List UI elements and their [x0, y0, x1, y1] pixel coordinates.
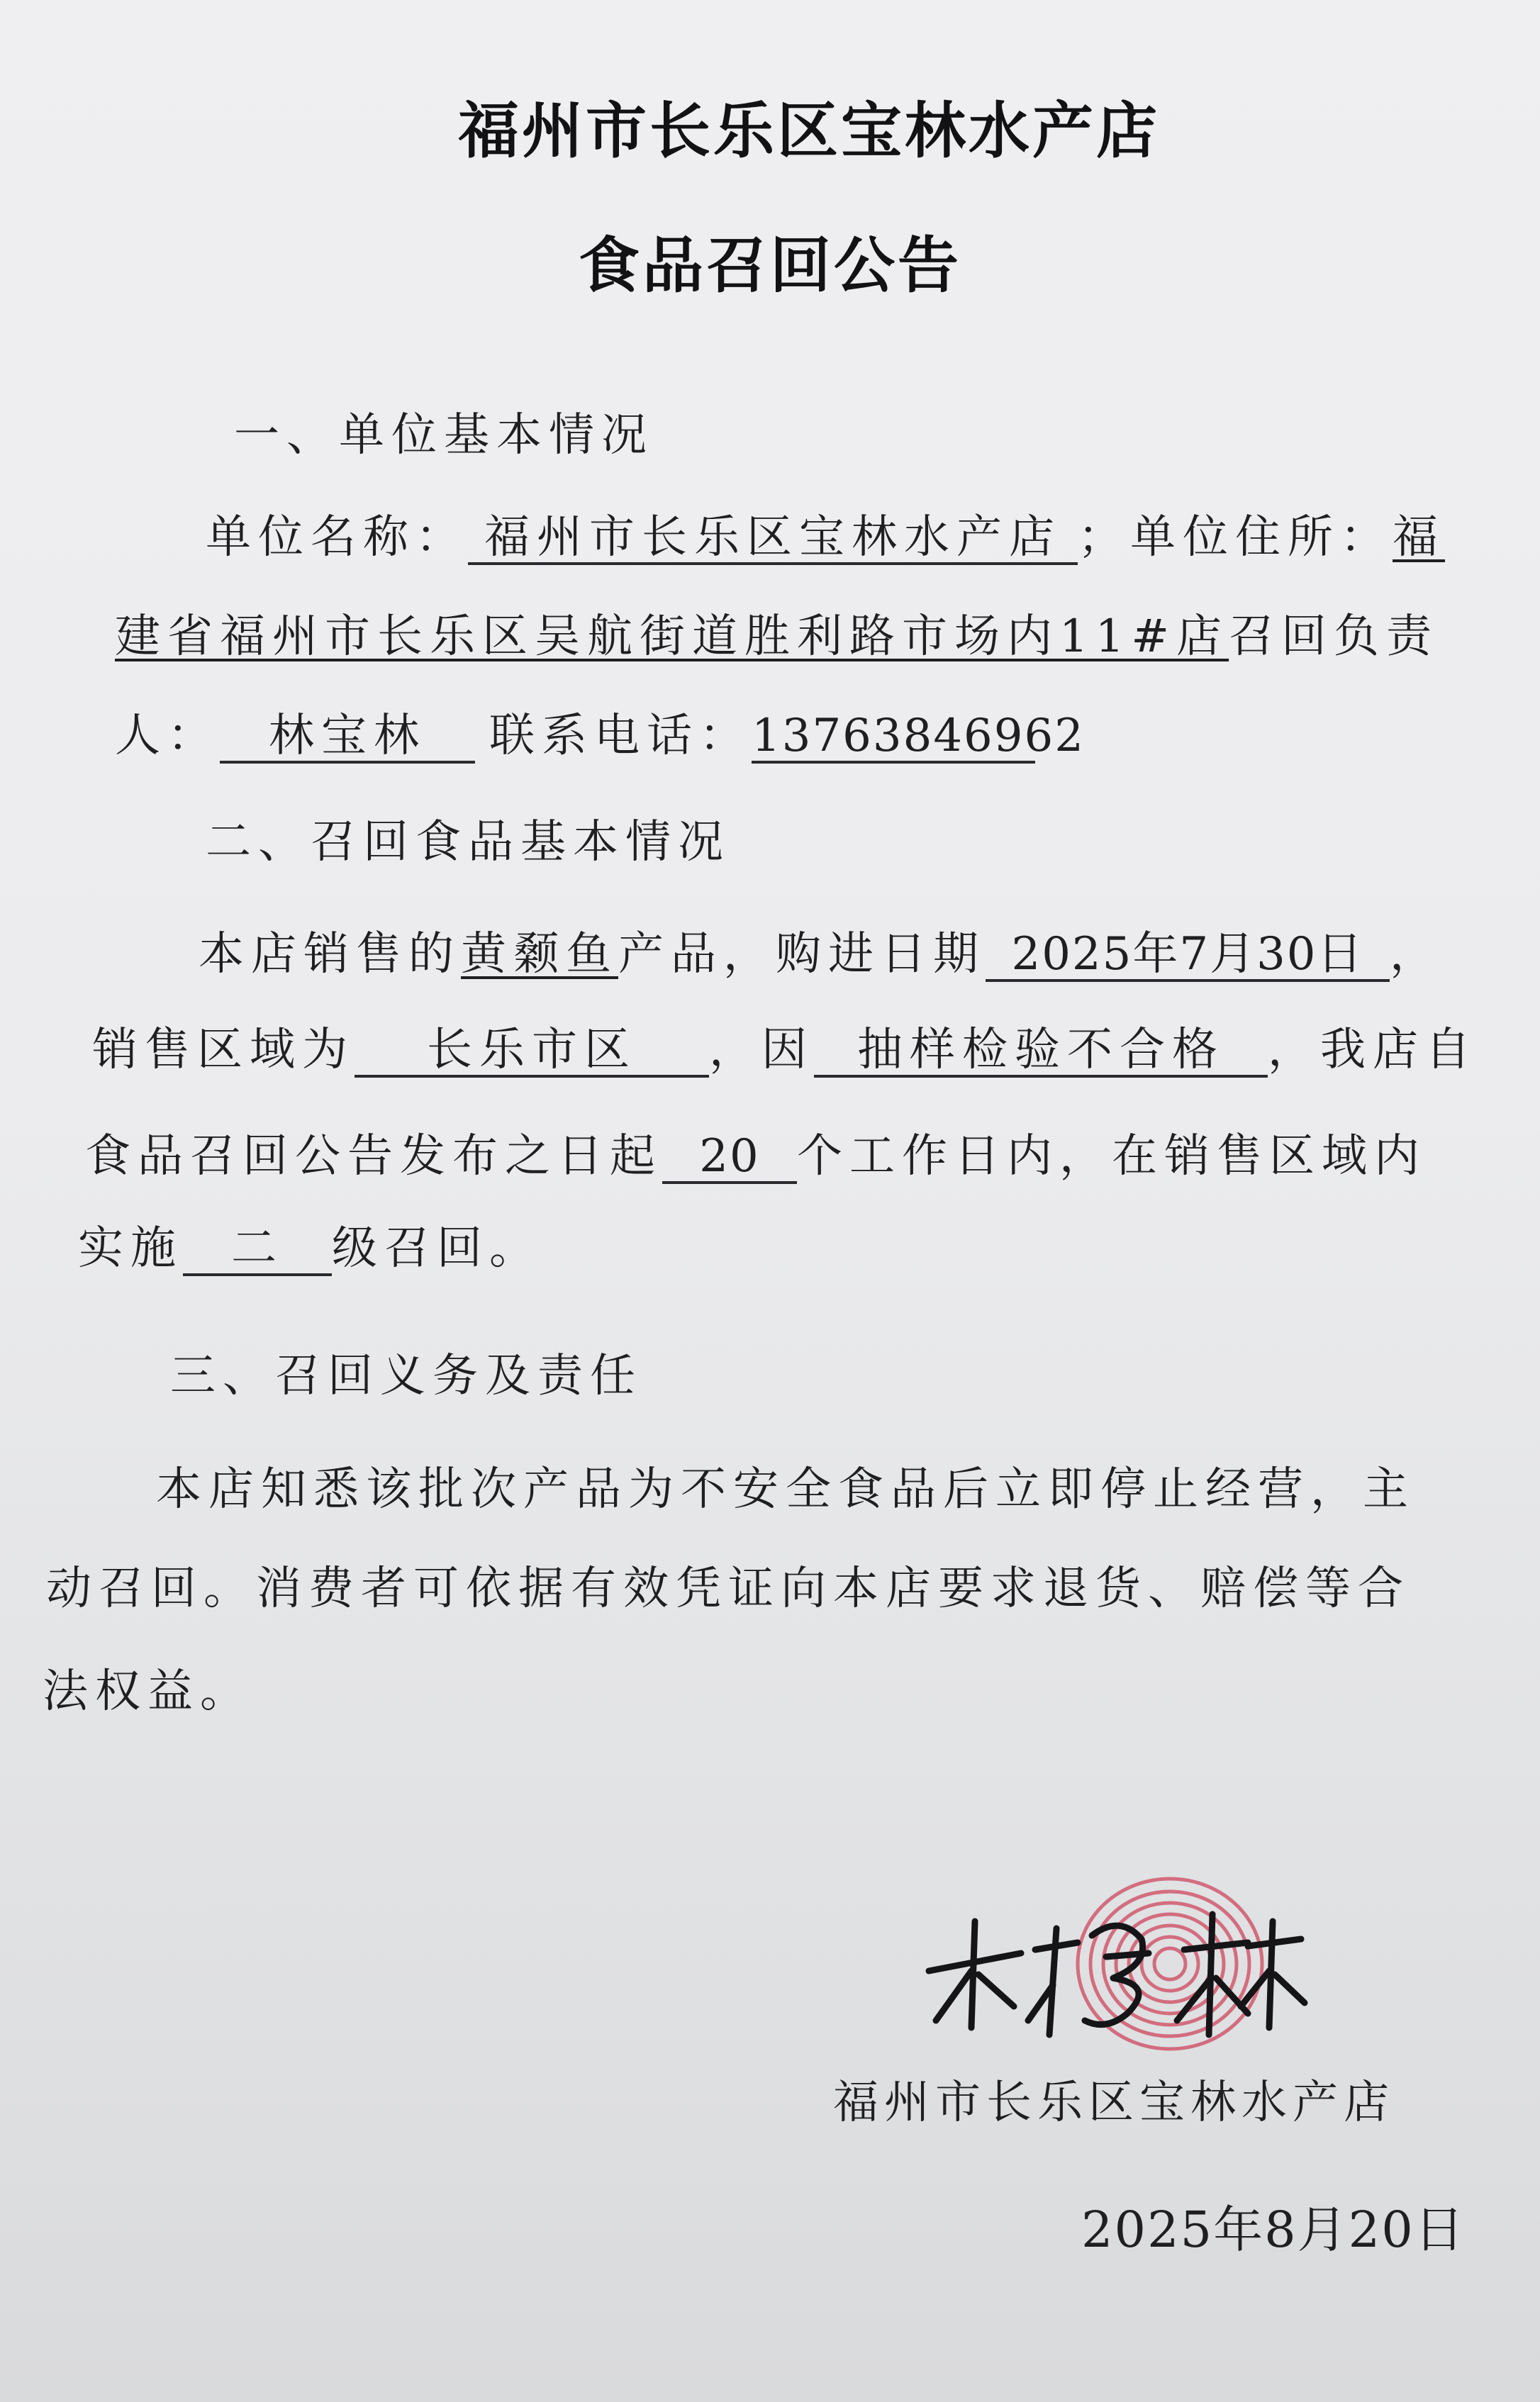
- unit-address-label: ；单位住所：: [1078, 511, 1393, 564]
- text-sales-area-label: 销售区域为: [92, 1024, 355, 1076]
- text-working-days: 个工作日内，在销售区域内: [797, 1130, 1427, 1183]
- section2-line4: [78, 1223, 542, 1276]
- section1-heading: 一、单位基本情况: [234, 409, 654, 462]
- phone-label: 联系电话：: [489, 710, 752, 762]
- unit-name-value: 福州市长乐区宝林水产店: [468, 513, 1078, 565]
- product-name: 黄颡鱼: [461, 928, 618, 981]
- unit-name-label: 单位名称：: [206, 511, 468, 564]
- title-company: 福州市长乐区宝林水产店: [458, 96, 1160, 167]
- footer-date: 2025年8月20日: [1081, 2201, 1466, 2259]
- section2-line2: [92, 1024, 1478, 1078]
- text-implement: 实施: [78, 1222, 183, 1275]
- section3-line2: 动召回。消费者可依据有效凭证向本店要求退货、赔偿等合: [46, 1563, 1410, 1615]
- sales-area: 长乐市区: [355, 1025, 709, 1078]
- handwritten-signature: [915, 1886, 1312, 2056]
- section3-line3: 法权益。: [43, 1665, 252, 1718]
- phone-value: 13763846962: [752, 711, 1035, 764]
- text-sold: 本店销售的: [199, 928, 461, 981]
- responsible-person-value: 林宝林: [220, 711, 475, 764]
- text-we: ，我店自: [1268, 1024, 1478, 1076]
- section2-heading: 二、召回食品基本情况: [206, 816, 730, 868]
- text-because: ，因: [709, 1024, 814, 1076]
- recall-reason: 抽样检验不合格: [814, 1025, 1268, 1078]
- purchase-date: 2025年7月30日: [986, 929, 1390, 982]
- recall-responsible-label: 召回负责: [1229, 610, 1439, 663]
- footer-company: 福州市长乐区宝林水产店: [833, 2077, 1395, 2129]
- working-days: 20: [662, 1132, 797, 1184]
- section3-line1: 本店知悉该批次产品为不安全食品后立即停止经营，主: [156, 1463, 1415, 1516]
- text-purchase-date-label: 产品，购进日期: [618, 928, 986, 981]
- responsible-row: [115, 710, 1085, 764]
- text-from-date: 食品召回公告发布之日起: [85, 1130, 662, 1183]
- unit-name-row: [206, 512, 1445, 565]
- unit-address-value: 建省福州市长乐区吴航街道胜利路市场内11#店: [115, 610, 1229, 663]
- title-notice: 食品召回公告: [579, 230, 961, 301]
- text-comma: ，: [1390, 928, 1442, 981]
- section2-line1: [199, 929, 1442, 982]
- unit-address-value-start: 福: [1393, 511, 1445, 564]
- section3-heading: 三、召回义务及责任: [170, 1350, 642, 1402]
- recall-level: 二: [183, 1224, 332, 1276]
- text-level-recall: 级召回。: [332, 1222, 542, 1275]
- recall-responsible-label-b: 人：: [115, 710, 220, 762]
- section2-line3: [85, 1131, 1427, 1184]
- unit-address-row: [115, 611, 1439, 664]
